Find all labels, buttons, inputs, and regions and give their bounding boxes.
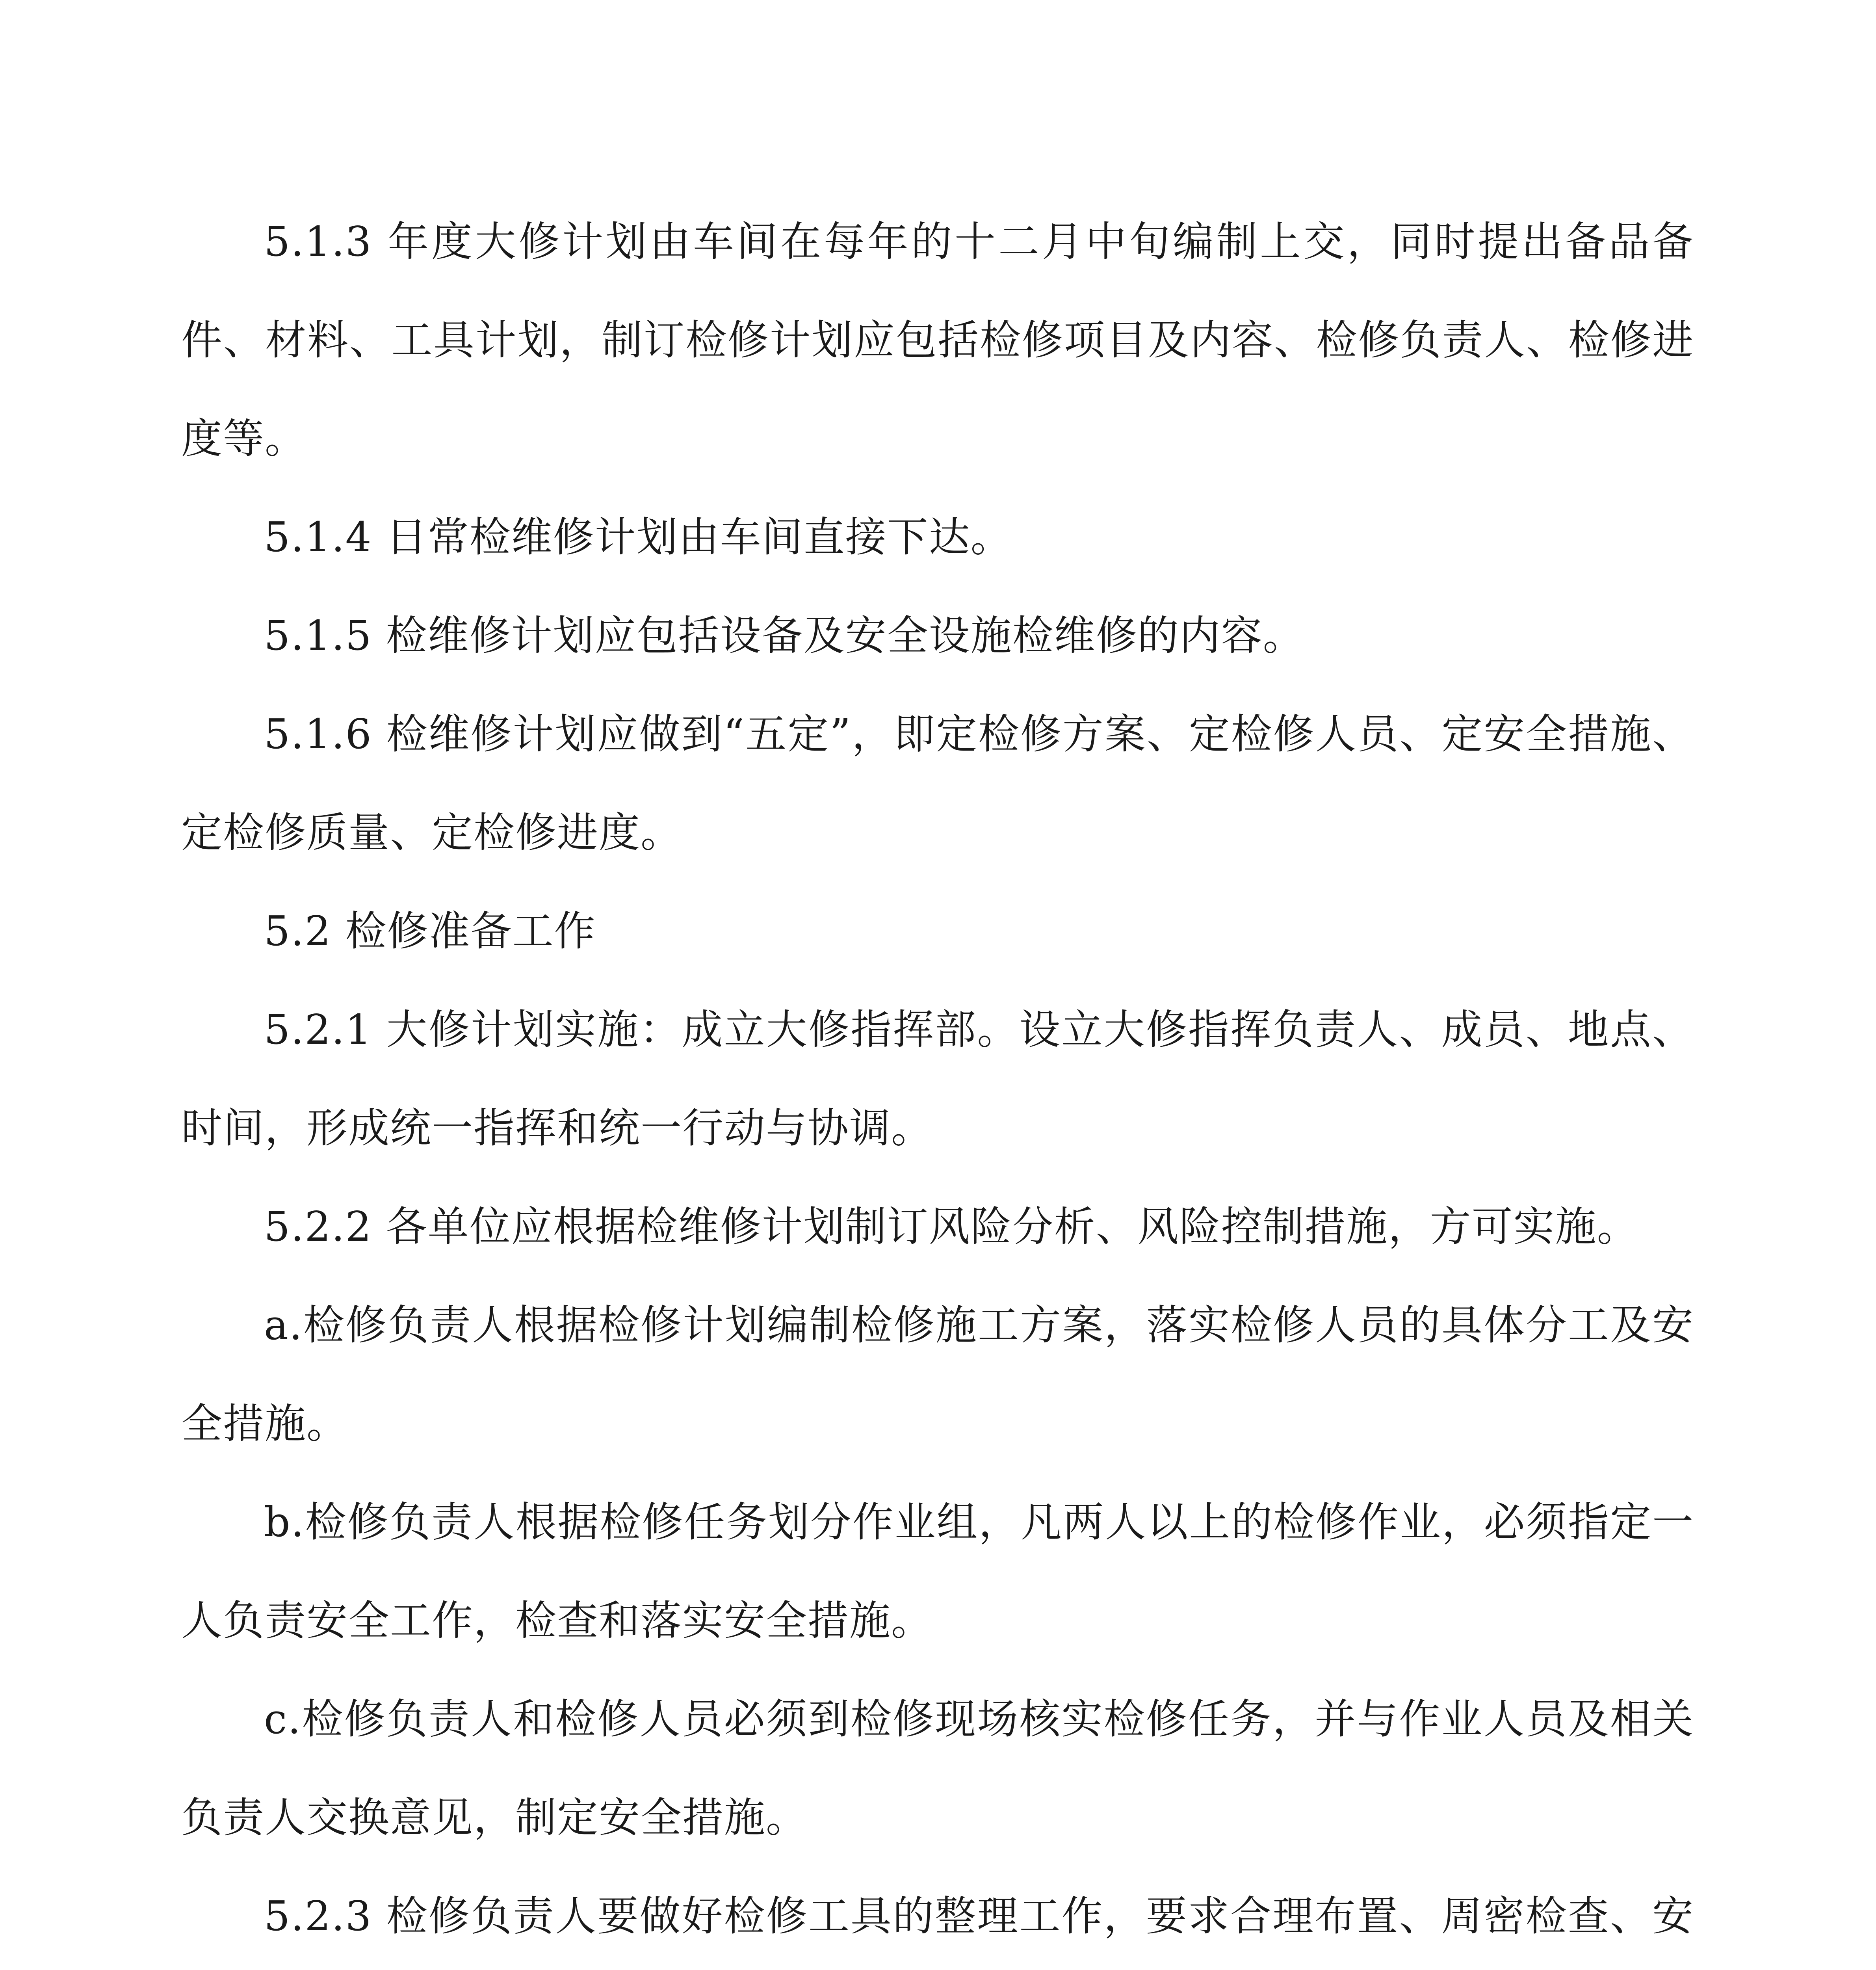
paragraph-5-2-3: 5.2.3 检修负责人要做好检修工具的整理工作，要求合理布置、周密检查、安	[264, 1892, 1694, 1940]
paragraph-5-2-2: 5.2.2 各单位应根据检维修计划制订风险分析、风险控制措施，方可实施。	[264, 1202, 1639, 1251]
section-heading-5-2: 5.2 检修准备工作	[264, 907, 596, 955]
list-item-5-2-2-c: c.检修负责人和检修人员必须到检修现场核实检修任务，并与作业人员及相关负责人交换意见，制定安全措施。	[181, 1695, 1694, 1842]
paragraph-5-1-6: 5.1.6 检维修计划应做到“五定”，即定检修方案、定检修人员、定安全措施、定检修质量、定检修进度。	[181, 710, 1694, 857]
paragraph-5-2-1: 5.2.1 大修计划实施：成立大修指挥部。设立大修指挥负责人、成员、地点、时间，形成统一指挥和统一行动与协调。	[181, 1005, 1694, 1152]
list-item-5-2-2-a: a.检修负责人根据检修计划编制检修施工方案，落实检修人员的具体分工及安全措施。	[181, 1301, 1694, 1448]
paragraph-5-1-3: 5.1.3 年度大修计划由车间在每年的十二月中旬编制上交，同时提出备品备件、材料、工具计划，制订检修计划应包括检修项目及内容、检修负责人、检修进度等。	[181, 217, 1694, 463]
document-body	[181, 192, 1694, 1970]
document-page	[181, 0, 1694, 1970]
paragraph-5-1-4: 5.1.4 日常检维修计划由车间直接下达。	[264, 513, 1012, 561]
paragraph-5-1-5: 5.1.5 检维修计划应包括设备及安全设施检维修的内容。	[264, 611, 1305, 660]
list-item-5-2-2-b: b.检修负责人根据检修任务划分作业组，凡两人以上的检修作业，必须指定一人负责安全工作，检查和落实安全措施。	[181, 1498, 1694, 1645]
